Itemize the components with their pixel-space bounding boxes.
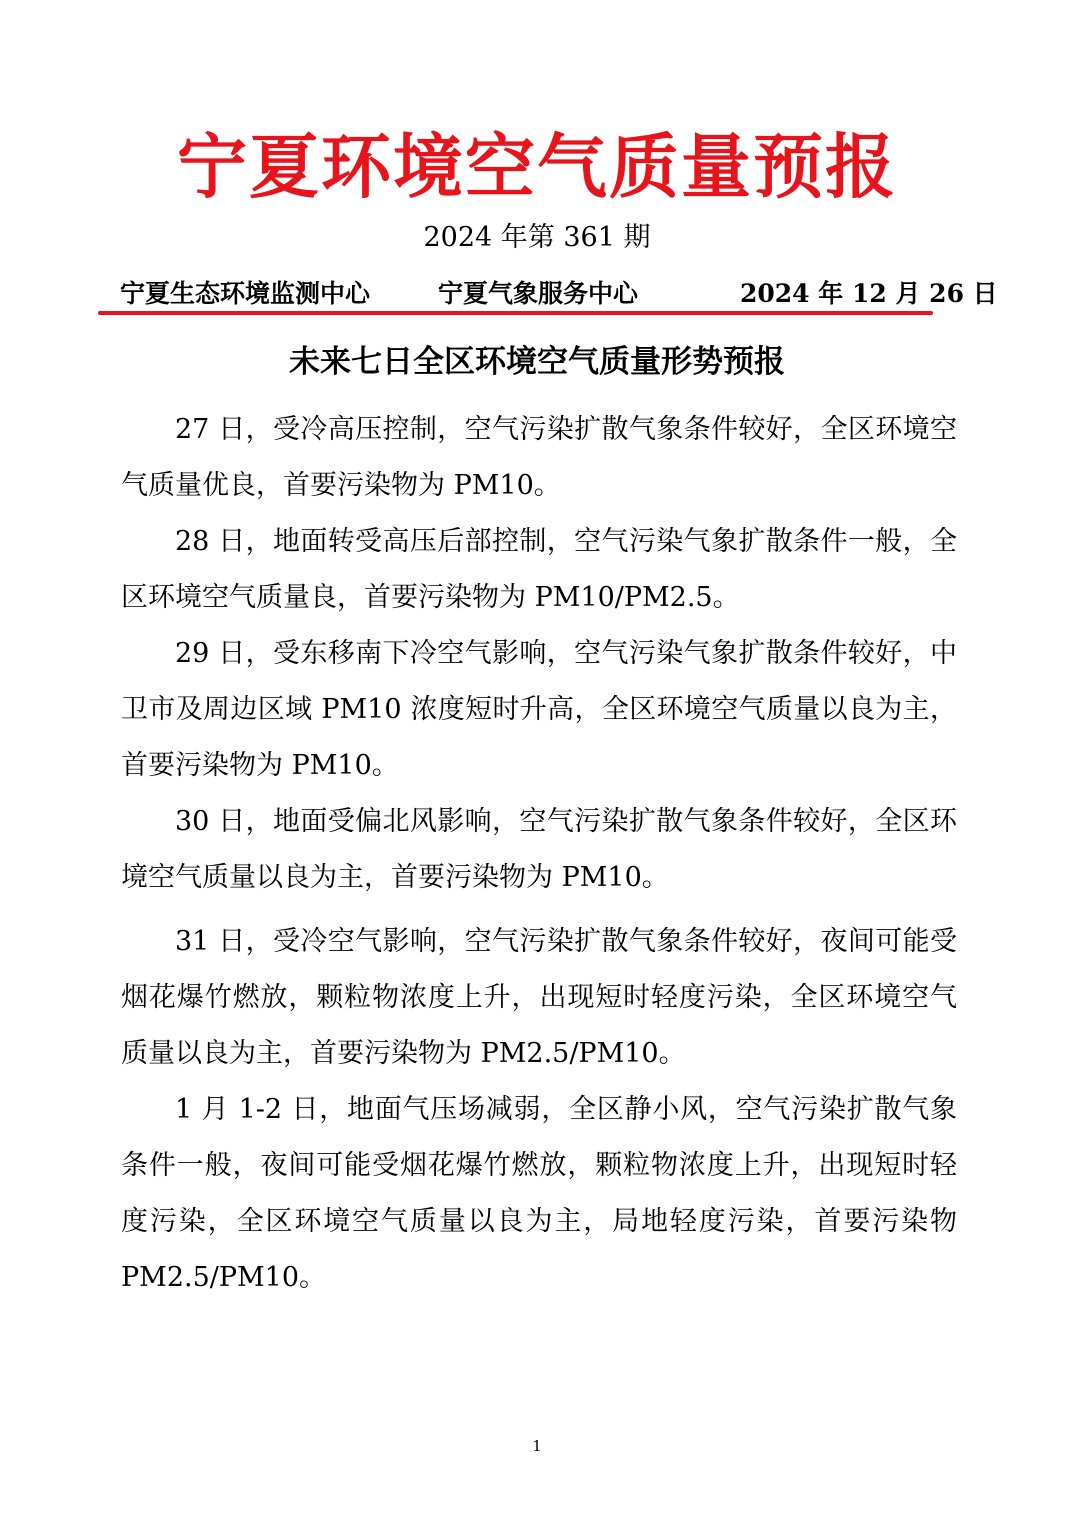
issue-date: 2024 年 12 月 26 日	[740, 279, 998, 308]
header-divider	[98, 311, 933, 315]
masthead-title: 宁夏环境空气质量预报	[177, 125, 897, 208]
section-title: 未来七日全区环境空气质量形势预报	[289, 344, 785, 380]
issue-number: 2024 年第 361 期	[423, 222, 651, 253]
forecast-paragraph: 28 日，地面转受高压后部控制，空气污染气象扩散条件一般，全区环境空气质量良，首要污染物为 PM10/PM2.5。	[121, 526, 957, 613]
page-number: 1	[532, 1437, 542, 1455]
issuer-meteorological-center: 宁夏气象服务中心	[438, 279, 639, 308]
forecast-paragraph: 27 日，受冷高压控制，空气污染扩散气象条件较好，全区环境空气质量优良，首要污染物为 PM10。	[121, 414, 957, 501]
issuer-monitoring-center: 宁夏生态环境监测中心	[120, 279, 371, 308]
forecast-paragraph: 30 日，地面受偏北风影响，空气污染扩散气象条件较好，全区环境空气质量以良为主，首要污染物为 PM10。	[121, 806, 957, 893]
forecast-paragraph: 31 日，受冷空气影响，空气污染扩散气象条件较好，夜间可能受烟花爆竹燃放，颗粒物浓度上升，出现短时轻度污染，全区环境空气质量以良为主，首要污染物为 PM2.5/PM10。	[121, 926, 957, 1069]
forecast-paragraph: 1 月 1-2 日，地面气压场减弱，全区静小风，空气污染扩散气象条件一般，夜间可能受烟花爆竹燃放，颗粒物浓度上升，出现短时轻度污染，全区环境空气质量以良为主，局地轻度污染，首要污染物 PM2.5/PM10。	[121, 1094, 957, 1293]
forecast-body	[121, 402, 957, 1306]
forecast-paragraph: 29 日，受东移南下冷空气影响，空气污染气象扩散条件较好，中卫市及周边区域 PM10 浓度短时升高，全区环境空气质量以良为主，首要污染物为 PM10。	[121, 638, 957, 781]
